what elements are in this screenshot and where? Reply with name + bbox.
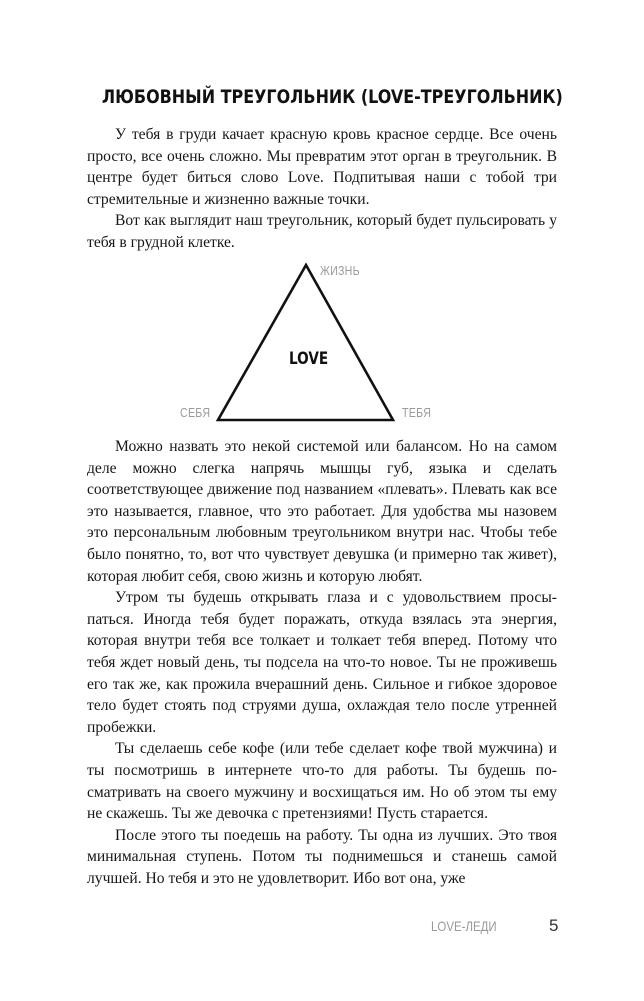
triangle-left-label: СЕБЯ: [180, 405, 211, 420]
page-number: 5: [549, 916, 559, 935]
body-text: [87, 436, 557, 889]
triangle-top-label: ЖИЗНЬ: [320, 263, 360, 278]
triangle-right-label: ТЕБЯ: [402, 405, 432, 420]
paragraph: Утром ты будешь открывать глаза и с удовольствием просыпаться. Иногда тебя будет поражать, откуда взялась эта энергия, которая внутри тебя все толкает и толкает тебя вперед. Потому что тебя ждет новый день, ты подсела на что-то новое. Ты не проживешь его так же, как прожила вчерашний день. Сильное и гибкое здоровое тело будет стоять под струями душа, охлаждая тело после утренней пробежки.: [87, 589, 557, 736]
paragraph: Можно назвать это некой системой или балансом. Но на самом деле можно слегка напрячь мышцы губ, языка и сделать соответствующее движение под названием «плевать». Плевать как все это называется, главное, что это работает. Для удобства мы назовем это персональным любовным треугольником внутри нас. Чтобы тебе было понятно, то, вот что чувствует девушка (и примерно так живет), которая любит себя, свою жизнь и которую любят.: [87, 438, 557, 585]
running-footer-title: LOVE-ЛЕДИ: [431, 918, 497, 934]
paragraph: После этого ты поедешь на работу. Ты одна из лучших. Это твоя минимальная ступень. Потом ты поднимешься и станешь самой лучшей. Но тебя и это не удовлетворит. Ибо вот она, уже: [87, 826, 557, 887]
paragraph: У тебя в груди качает красную кровь красное сердце. Все очень просто, все очень сложно. Мы превратим этот орган в треугольник. В центре будет биться слово Love. Подпитывая наши с тобой три стремительные и жизненно важные точки.: [87, 126, 557, 208]
paragraph: Вот как выглядит наш треугольник, который будет пульсировать у тебя в грудной клетке.: [87, 212, 557, 251]
triangle-center-label: LOVE: [289, 349, 329, 369]
paragraph: Ты сделаешь себе кофе (или тебе сделает кофе твой мужчина) и ты посмотришь в интернете что-то для работы. Ты будешь посматривать на своего мужчину и восхищаться им. Но об этом ты ему не скажешь. Ты же девочка с претензиями! Пусть старается.: [87, 740, 557, 823]
triangle-shape: [218, 265, 393, 420]
chapter-title: ЛЮБОВНЫЙ ТРЕУГОЛЬНИК (LOVE-ТРЕУГОЛЬНИК): [101, 86, 563, 108]
